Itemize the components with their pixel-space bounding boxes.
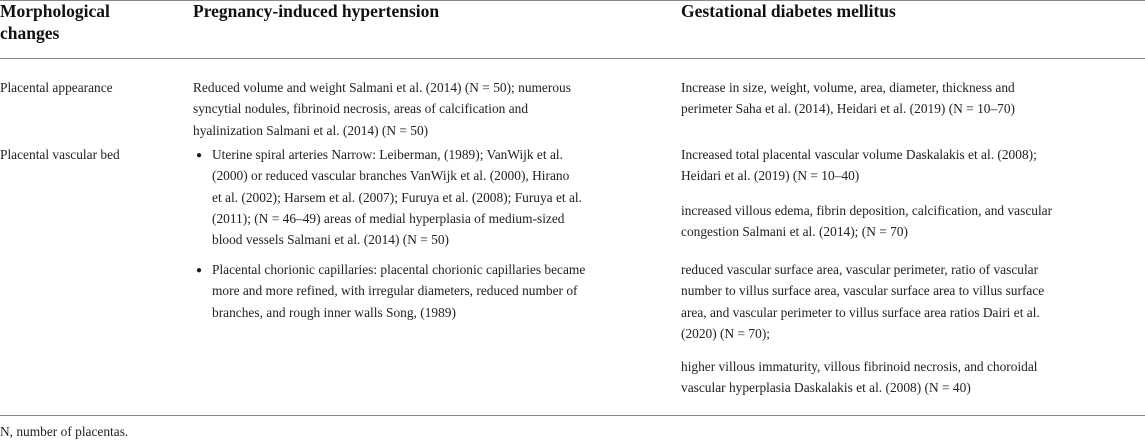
text-line: Heidari et al. (2019) (N = 10–40)	[681, 168, 860, 184]
list-item-uterine-spiral-arteries	[212, 144, 582, 250]
header-gestational-diabetes-mellitus: Gestational diabetes mellitus	[681, 1, 896, 21]
text-line: hyalinization Salmani et al. (2014) (N = 50)	[193, 122, 429, 138]
text-line: number to villus surface area, vascular surface area to villus surface	[681, 283, 1045, 299]
cell-hypertension-appearance	[193, 77, 571, 141]
text-line: Reduced volume and weight Salmani et al. (2014) (N = 50); numerous	[193, 80, 571, 95]
text-line: Uterine spiral arteries Narrow: Leiberman, (1989); VanWijk et al.	[212, 147, 563, 162]
text-line: increased villous edema, fibrin deposition, calcification, and vascular	[681, 203, 1053, 218]
paragraph-villous-immaturity	[681, 356, 1145, 399]
text-line: (2000) or reduced vascular branches VanWijk et al. (2000), Hirano	[212, 168, 570, 184]
bullet-icon: ●	[196, 265, 203, 276]
bullet-icon: ●	[196, 150, 203, 161]
text-line: syncytial nodules, fibrinoid necrosis, areas of calcification and	[193, 101, 529, 117]
text-line: blood vessels Salmani et al. (2014) (N = 50)	[212, 232, 450, 248]
table-footnote: N, number of placentas.	[0, 424, 129, 439]
text-line: perimeter Saha et al. (2014), Heidari et al. (2019) (N = 10–70)	[681, 101, 1016, 117]
header-line: Morphological	[0, 1, 110, 21]
text-line: more and more refined, with irregular diameters, reduced number of	[212, 283, 578, 299]
text-line: branches, and rough inner walls Song, (1989)	[212, 304, 456, 320]
text-line: (2011); (N = 46–49) areas of medial hyperplasia of medium-sized	[212, 210, 565, 226]
text-line: area, and vascular perimeter to villus surface area ratios Dairi et al.	[681, 304, 1040, 320]
text-line: higher villous immaturity, villous fibrinoid necrosis, and choroidal	[681, 359, 1038, 374]
text-line: (2020) (N = 70);	[681, 325, 770, 341]
text-line: Placental chorionic capillaries: placental chorionic capillaries became	[212, 262, 586, 277]
cell-diabetes-appearance	[681, 77, 1145, 120]
header-pregnancy-induced-hypertension: Pregnancy-induced hypertension	[193, 1, 440, 21]
row-label-placental-appearance: Placental appearance	[0, 80, 113, 95]
text-line: reduced vascular surface area, vascular perimeter, ratio of vascular	[681, 262, 1039, 277]
text-line: vascular hyperplasia Daskalakis et al. (2008) (N = 40)	[681, 380, 971, 396]
list-item-placental-chorionic-capillaries	[212, 259, 585, 323]
bottom-rule	[0, 415, 1145, 416]
row-label-placental-vascular-bed: Placental vascular bed	[0, 147, 120, 162]
header-rule	[0, 58, 1145, 59]
text-line: et al. (2002); Harsem et al. (2007); Furuya et al. (2008); Furuya et al.	[212, 189, 582, 205]
header-line: changes	[0, 23, 60, 43]
header-morphological-changes	[0, 0, 110, 44]
text-line: congestion Salmani et al. (2014); (N = 70)	[681, 224, 908, 240]
paragraph-vascular-surface-area	[681, 259, 1145, 344]
text-line: Increase in size, weight, volume, area, diameter, thickness and	[681, 80, 1015, 95]
text-line: Increased total placental vascular volume Daskalakis et al. (2008);	[681, 147, 1037, 162]
paragraph-villous-edema	[681, 200, 1145, 243]
paragraph-vascular-volume	[681, 144, 1145, 187]
